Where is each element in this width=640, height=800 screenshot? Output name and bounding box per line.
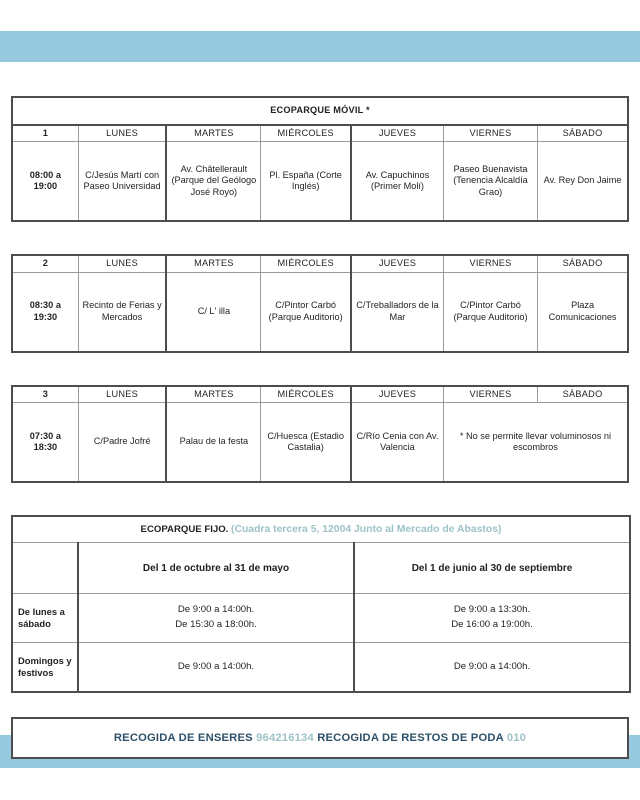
fijo-label-weekdays: De lunes a sábado: [12, 594, 78, 643]
fijo-weekdays-winter-line-2: De 15:30 a 18:00h.: [175, 619, 257, 630]
block-2-time: [12, 272, 78, 352]
fijo-weekdays-summer-line-2: De 16:00 a 19:00h.: [451, 619, 533, 630]
block-2-number: 2: [12, 255, 78, 272]
block-3-body-row: [12, 403, 628, 483]
day-header-miercoles: MIÉRCOLES: [261, 255, 351, 272]
block-2-time-from: 08:30 a: [29, 300, 61, 310]
block-3-cell-lunes: C/Padre Jofré: [78, 403, 166, 483]
fijo-label-sundays: Domingos y festivos: [12, 643, 78, 693]
fijo-period-summer: Del 1 de junio al 30 de septiembre: [354, 543, 630, 594]
block-3-time: [12, 403, 78, 483]
day-header-sabado: SÁBADO: [538, 125, 628, 142]
movil-title-row: [12, 97, 628, 125]
fijo-weekdays-summer: [354, 594, 630, 643]
fijo-title-row: [12, 516, 630, 543]
fijo-row-sundays: [12, 643, 630, 693]
fijo-title: ECOPARQUE FIJO.: [140, 524, 229, 535]
footer-phone-poda[interactable]: 010: [506, 732, 527, 744]
day-header-lunes: LUNES: [78, 386, 166, 403]
block-2-cell-miercoles: C/Pintor Carbó (Parque Auditorio): [261, 272, 351, 352]
day-header-martes: MARTES: [166, 386, 260, 403]
day-header-martes: MARTES: [166, 255, 260, 272]
block-1-number: 1: [12, 125, 78, 142]
block-1-cell-miercoles: Pl. España (Corte Inglés): [261, 142, 351, 222]
block-3-note: * No se permite llevar voluminosos ni escombros: [443, 403, 628, 483]
footer-phone-enseres[interactable]: 964216134: [256, 732, 314, 744]
block-1-body-row: [12, 142, 628, 222]
block-3-time-to: 18:30: [33, 442, 58, 452]
table-gap-4: [11, 693, 629, 717]
ecoparque-movil-table: [11, 96, 629, 222]
footer-label-poda: RECOGIDA DE RESTOS DE PODA: [317, 732, 504, 744]
day-header-lunes: LUNES: [78, 255, 166, 272]
day-header-jueves: JUEVES: [351, 125, 443, 142]
block-2-cell-martes: C/ L' illa: [166, 272, 260, 352]
day-header-miercoles: MIÉRCOLES: [261, 386, 351, 403]
block-3-cell-martes: Palau de la festa: [166, 403, 260, 483]
table-gap-3: [11, 483, 629, 515]
fijo-weekdays-summer-line-1: De 9:00 a 13:30h.: [453, 604, 531, 616]
ecoparque-fijo-table: [11, 515, 631, 693]
block-2-body-row: [12, 272, 628, 352]
day-header-viernes: VIERNES: [443, 125, 537, 142]
movil-title: ECOPARQUE MÓVIL *: [12, 97, 628, 125]
table-gap-2: [11, 353, 629, 385]
block-2-cell-jueves: C/Treballadors de la Mar: [351, 272, 443, 352]
fijo-sundays-summer: De 9:00 a 14:00h.: [354, 643, 630, 693]
day-header-martes: MARTES: [166, 125, 260, 142]
block-3-cell-jueves: C/Río Cenia con Av. Valencia: [351, 403, 443, 483]
table-gap-1: [11, 222, 629, 254]
day-header-sabado: SÁBADO: [538, 255, 628, 272]
block-1-cell-martes: Av. Châtellerault (Parque del Geólogo José Royo): [166, 142, 260, 222]
block-2-cell-lunes: Recinto de Ferias y Mercados: [78, 272, 166, 352]
collection-services-footer: [11, 717, 629, 759]
fijo-row-weekdays: [12, 594, 630, 643]
day-header-jueves: JUEVES: [351, 386, 443, 403]
footer-cell: [12, 718, 628, 758]
fijo-period-header-row: [12, 543, 630, 594]
block-2-header-row: [12, 255, 628, 272]
fijo-sundays-winter: De 9:00 a 14:00h.: [78, 643, 354, 693]
block-1-cell-sabado: Av. Rey Don Jaime: [538, 142, 628, 222]
block-1-time-from: 08:00 a: [29, 169, 61, 180]
ecoparque-movil-table-block-2: [11, 254, 629, 353]
day-header-viernes: VIERNES: [443, 386, 537, 403]
fijo-weekdays-winter: [78, 594, 354, 643]
day-header-jueves: JUEVES: [351, 255, 443, 272]
block-3-number: 3: [12, 386, 78, 403]
block-1-time-to: 19:00: [33, 181, 58, 191]
block-1-cell-lunes: C/Jesús Martí con Paseo Universidad: [78, 142, 166, 222]
block-3-cell-miercoles: C/Huesca (Estadio Castalia): [261, 403, 351, 483]
top-color-band: [0, 31, 640, 62]
block-1-header-row: [12, 125, 628, 142]
day-header-sabado: SÁBADO: [538, 386, 628, 403]
fijo-period-winter: Del 1 de octubre al 31 de mayo: [78, 543, 354, 594]
content-area: [11, 96, 629, 759]
fijo-subtitle: (Cuadra tercera 5, 12004 Junto al Mercado de Abastos): [231, 524, 502, 535]
block-3-time-from: 07:30 a: [29, 430, 61, 441]
block-1-time: [12, 142, 78, 222]
block-2-time-to: 19:30: [33, 311, 58, 322]
block-2-cell-viernes: C/Pintor Carbó (Parque Auditorio): [443, 272, 537, 352]
day-header-lunes: LUNES: [78, 125, 166, 142]
footer-label-enseres: RECOGIDA DE ENSERES: [113, 732, 253, 744]
day-header-viernes: VIERNES: [443, 255, 537, 272]
ecoparque-movil-table-block-3: [11, 385, 629, 484]
block-1-cell-jueves: Av. Capuchinos (Primer Molí): [351, 142, 443, 222]
block-1-cell-viernes: Paseo Buenavista (Tenencia Alcaldía Grao): [443, 142, 537, 222]
fijo-corner-cell: [12, 543, 78, 594]
footer-row: [12, 718, 628, 758]
day-header-miercoles: MIÉRCOLES: [261, 125, 351, 142]
block-2-cell-sabado: Plaza Comunicaciones: [538, 272, 628, 352]
block-3-header-row: [12, 386, 628, 403]
fijo-title-cell: [12, 516, 630, 543]
fijo-weekdays-winter-line-1: De 9:00 a 14:00h.: [177, 604, 255, 616]
